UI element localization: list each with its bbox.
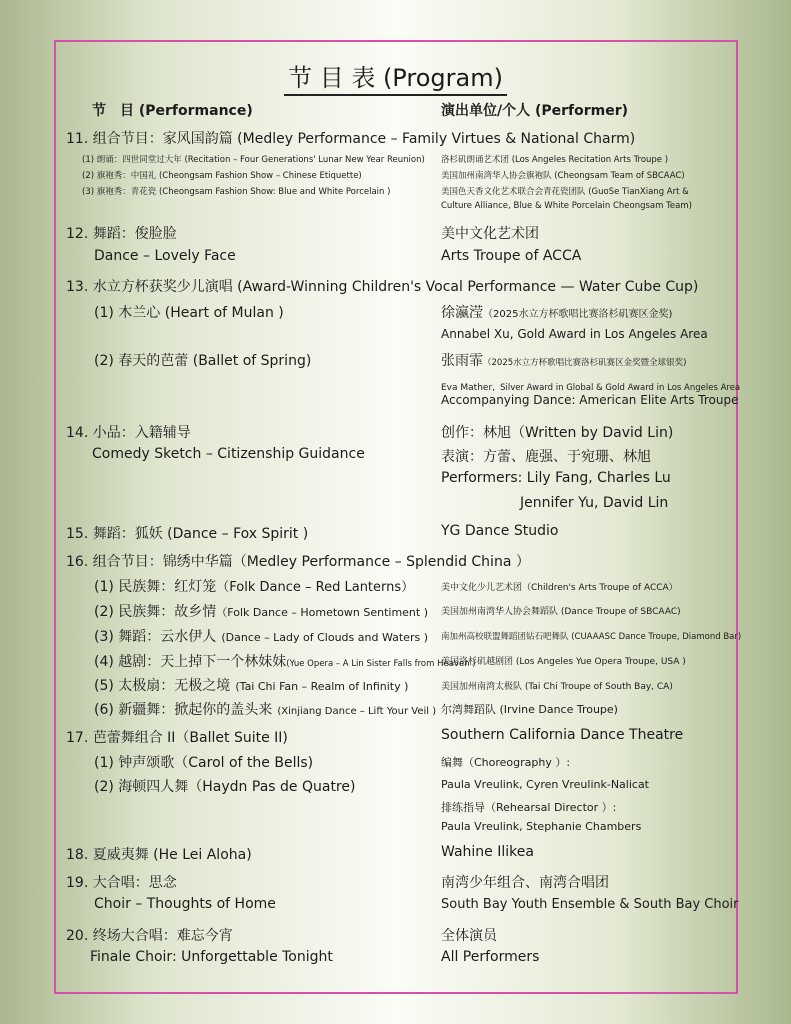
program-item-12-title: 12. 舞蹈：俊脸脸 [66,226,177,242]
program-item-19-performer: 南湾少年组合、南湾合唱团 [441,875,609,891]
performance-column-header: 节 目 (Performance) [92,103,253,119]
program-item-13-sub-1: (1) 木兰心 (Heart of Mulan ) [94,305,284,321]
program-item-19-title: 19. 大合唱：思念 [66,875,177,891]
program-item-11-sub-2: (2) 旗袍秀：中国礼 (Cheongsam Fashion Show – Chinese Etiquette) [82,171,362,181]
program-item-16-sub-4 [94,651,476,671]
program-item-18-title: 18. 夏威夷舞 (He Lei Aloha) [66,847,252,863]
sub-item-name: (2) 民族舞：故乡情 [94,604,217,620]
program-item-16-sub-2 [94,601,428,621]
program-item-15-performer: YG Dance Studio [441,523,559,539]
program-item-14-title: 14. 小品：入籍辅导 [66,425,191,441]
program-item-17-choreography-names: Paula Vreulink, Cyren Vreulink-Nalicat [441,778,649,791]
program-item-17-performer: Southern California Dance Theatre [441,727,684,743]
program-item-14-title-en: Comedy Sketch – Citizenship Guidance [92,446,365,462]
program-item-12-performer: 美中文化艺术团 [441,226,539,242]
program-item-11-sub-3-performer-cont: Culture Alliance, Blue & White Porcelain Cheongsam Team) [441,201,692,211]
sub-item-name: (5) 太极扇：无极之境 [94,678,231,694]
sub-item-name: (6) 新疆舞：掀起你的盖头来 [94,702,273,718]
program-item-19-performer-en: South Bay Youth Ensemble & South Bay Choir [441,897,739,912]
sub-item-name: (4) 越剧：天上掉下一个林妹妹 [94,654,287,670]
program-item-16-sub-4-performer: 美国洛杉矶越剧团 (Los Angeles Yue Opera Troupe, USA ) [441,657,686,667]
program-item-13-sub-2-performer [441,350,686,370]
sub-item-name: (1) 民族舞：红灯笼 [94,579,217,595]
program-item-20-performer-en: All Performers [441,949,540,965]
program-item-17-sub-2: (2) 海顿四人舞（Haydn Pas de Quatre) [94,779,356,795]
program-item-14-cast: 表演：方蕾、鹿强、于宛珊、林旭 [441,449,651,465]
performer-award-en: Silver Award in Global & Gold Award in Los Angeles Area [500,383,741,393]
program-item-20-title-en: Finale Choir: Unforgettable Tonight [90,949,333,965]
program-item-17-rehearsal-label: 排练指导（Rehearsal Director ）: [441,801,617,814]
program-item-15-title: 15. 舞蹈：狐妖 (Dance – Fox Spirit ) [66,526,309,542]
performer-award: （2025水立方杯歌唱比赛洛杉矶赛区金奖) [483,309,673,320]
program-item-20-performer: 全体演员 [441,928,497,944]
program-item-14-performers-cont: Jennifer Yu, David Lin [520,495,669,511]
program-item-11-sub-2-performer: 美国加州南湾华人协会旗袍队 (Cheongsam Team of SBCAAC) [441,171,685,181]
program-item-11-sub-1: (1) 朗诵：四世同堂过大年 (Recitation – Four Generations' Lunar New Year Reunion) [82,155,425,165]
program-item-11-sub-3: (3) 旗袍秀：青花瓷 (Cheongsam Fashion Show: Blue and White Porcelain ) [82,187,391,197]
sub-item-name-en: (Xinjiang Dance – Lift Your Veil ) [277,706,437,717]
sub-item-name-en: (Tai Chi Fan – Realm of Infinity ) [235,680,409,693]
sub-item-name-en: (Yue Opera – A Lin Sister Falls from Heaven ) [286,659,476,669]
program-item-16-sub-5 [94,675,408,695]
performer-name-en: Eva Mather, [441,383,495,393]
program-item-14-writer: 创作：林旭（Written by David Lin) [441,425,674,441]
performer-column-header: 演出单位/个人 (Performer) [441,103,629,119]
program-item-20-title: 20. 终场大合唱：难忘今宵 [66,928,233,944]
program-item-11-title: 11. 组合节目：家风国韵篇 (Medley Performance – Family Virtues & National Charm) [66,131,636,147]
performer-name: 徐瀛滢 [441,305,483,321]
program-item-13-sub-2-performer-en [441,375,740,394]
program-item-17-rehearsal-names: Paula Vreulink, Stephanie Chambers [441,820,642,833]
program-item-13-sub-1-performer-en: Annabel Xu, Gold Award in Los Angeles Area [441,327,708,341]
program-item-19-title-en: Choir – Thoughts of Home [94,896,276,912]
program-item-18-performer: Wahine Ilikea [441,844,534,860]
program-item-11-sub-1-performer: 洛杉矶朗诵艺术团 (Los Angeles Recitation Arts Troupe ) [441,155,669,165]
program-item-17-choreography-label: 编舞（Choreography ）: [441,756,571,769]
program-item-16-sub-2-performer: 美国加州南湾华人协会舞蹈队 (Dance Troupe of SBCAAC) [441,607,681,617]
program-item-16-sub-3-performer: 南加州高校联盟舞蹈团钻石吧舞队 (CUAAASC Dance Troupe, Diamond Bar) [441,632,742,642]
page-title: 节 目 表 (Program) [0,58,791,93]
program-item-16-sub-1 [94,576,414,596]
program-item-16-title: 16. 组合节目：锦绣中华篇（Medley Performance – Splendid China ） [66,554,530,570]
program-item-12-title-en: Dance – Lovely Face [94,248,236,264]
sub-item-name-en: （Folk Dance – Hometown Sentiment ) [216,606,428,619]
program-item-16-sub-6 [94,699,436,719]
program-item-16-sub-5-performer: 美国加州南湾太极队 (Tai Chi Troupe of South Bay, CA) [441,682,673,692]
program-item-13-sub-2: (2) 春天的芭蕾 (Ballet of Spring) [94,353,312,369]
program-item-13-sub-1-performer [441,302,672,322]
program-item-17-sub-1: (1) 钟声颂歌（Carol of the Bells) [94,755,314,771]
program-item-16-sub-6-performer: 尔湾舞蹈队 (Irvine Dance Troupe) [441,703,618,716]
program-item-16-sub-1-performer: 美中文化少儿艺术团（Children's Arts Troupe of ACCA） [441,583,678,593]
sub-item-name: (3) 舞蹈：云水伊人 [94,629,217,645]
program-item-12-performer-en: Arts Troupe of ACCA [441,248,582,264]
performer-award: （2025水立方杯歌唱比赛洛杉矶赛区金奖暨全球银奖) [483,358,687,368]
program-item-17-title: 17. 芭蕾舞组合 II（Ballet Suite II) [66,730,288,746]
program-item-13-title: 13. 水立方杯获奖少儿演唱 (Award-Winning Children's Vocal Performance — Water Cube Cup) [66,279,699,295]
program-item-13-accompanying-dance: Accompanying Dance: American Elite Arts Troupe [441,393,739,407]
program-item-11-sub-3-performer: 美国色天香文化艺术联合会青花瓷团队 (GuoSe TianXiang Art & [441,187,689,197]
program-item-14-performers: Performers: Lily Fang, Charles Lu [441,470,671,486]
sub-item-name-en: （Folk Dance – Red Lanterns） [216,580,415,595]
program-item-16-sub-3 [94,626,428,646]
performer-name: 张雨霏 [441,353,483,369]
sub-item-name-en: (Dance – Lady of Clouds and Waters ) [221,631,428,644]
